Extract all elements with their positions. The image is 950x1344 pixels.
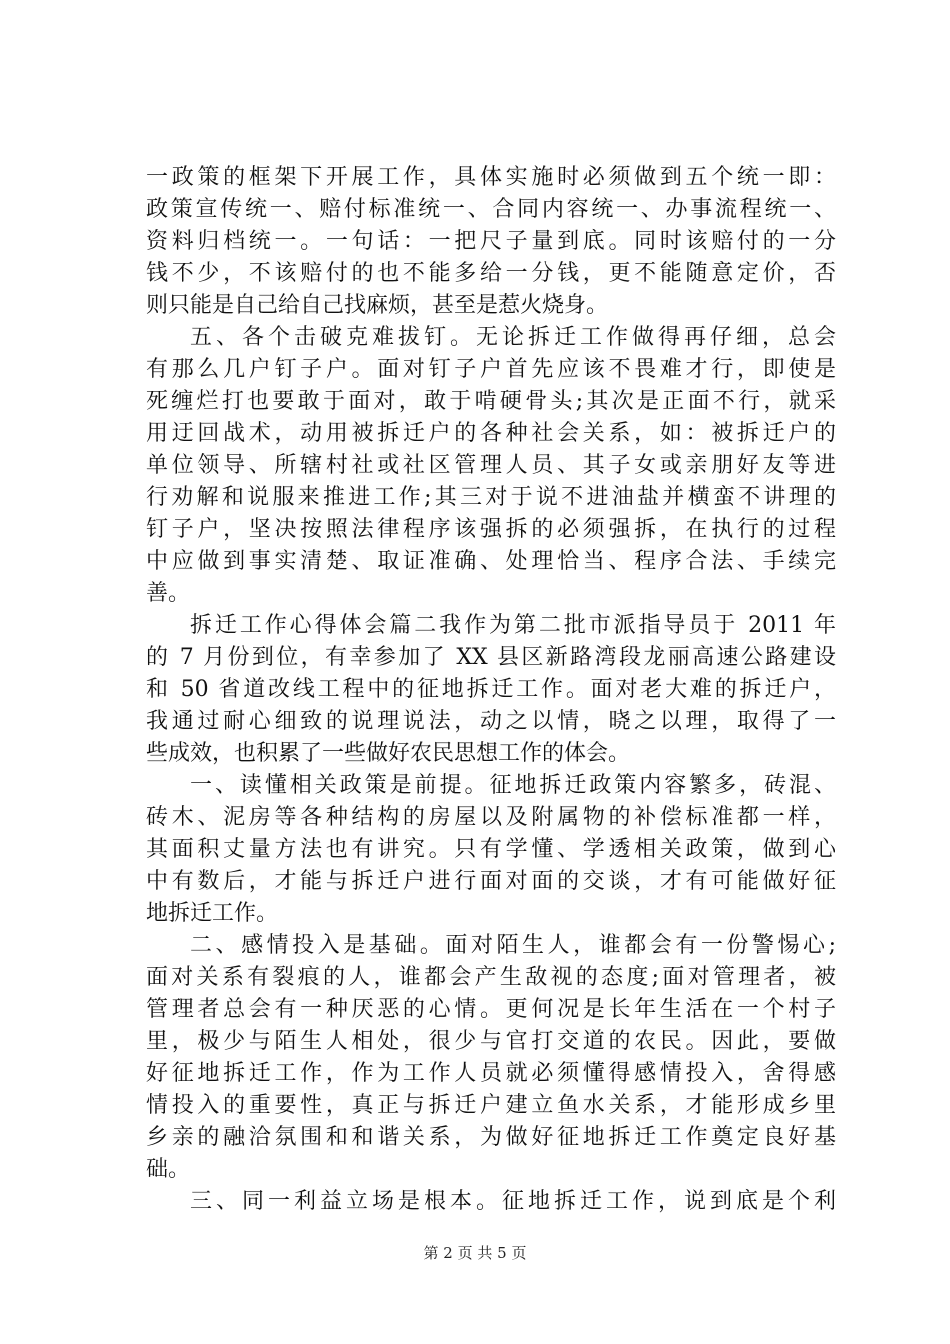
text-line: 管理者总会有一种厌恶的心情。更何况是长年生活在一个村子	[146, 997, 836, 1022]
text-line: 我通过耐心细致的说理说法，动之以情，晓之以理，取得了一	[146, 709, 836, 734]
text-line: 好征地拆迁工作，作为工作人员就必须懂得感情投入，舍得感	[146, 1061, 836, 1086]
text-line: 和 50 省道改线工程中的征地拆迁工作。面对老大难的拆迁户，	[146, 677, 836, 702]
text-line: 里，极少与陌生人相处，很少与官打交道的农民。因此，要做	[146, 1029, 836, 1054]
text-line: 中有数后，才能与拆迁户进行面对面的交谈，才有可能做好征	[146, 869, 836, 894]
text-line: 三、同一利益立场是根本。征地拆迁工作，说到底是个利	[190, 1189, 836, 1214]
text-line: 地拆迁工作。	[146, 901, 279, 926]
text-line: 中应做到事实清楚、取证准确、处理恰当、程序合法、手续完	[146, 549, 836, 574]
text-line: 的 7 月份到位，有幸参加了 XX 县区新路湾段龙丽高速公路建设	[146, 645, 836, 670]
text-line: 政策宣传统一、赔付标准统一、合同内容统一、办事流程统一、	[146, 197, 836, 222]
text-line: 乡亲的融洽氛围和和谐关系，为做好征地拆迁工作奠定良好基	[146, 1125, 836, 1150]
page-number-label: 第 2 页 共 5 页	[423, 1244, 527, 1262]
text-line: 用迂回战术，动用被拆迁户的各种社会关系，如：被拆迁户的	[146, 421, 836, 446]
text-line: 一政策的框架下开展工作，具体实施时必须做到五个统一即：	[146, 165, 836, 190]
text-line: 些成效，也积累了一些做好农民思想工作的体会。	[146, 741, 631, 766]
text-line: 钉子户，坚决按照法律程序该强拆的必须强拆，在执行的过程	[146, 517, 836, 542]
text-line: 砖木、泥房等各种结构的房屋以及附属物的补偿标准都一样，	[146, 805, 836, 830]
text-line: 有那么几户钉子户。面对钉子户首先应该不畏难才行，即使是	[146, 357, 836, 382]
text-line: 拆迁工作心得体会篇二我作为第二批市派指导员于 2011 年	[190, 613, 836, 638]
text-line: 行劝解和说服来推进工作;其三对于说不进油盐并横蛮不讲理的	[146, 485, 836, 510]
text-line: 一、读懂相关政策是前提。征地拆迁政策内容繁多，砖混、	[190, 773, 836, 798]
page-footer	[0, 1243, 950, 1263]
document-body	[146, 162, 836, 1218]
text-line: 五、各个击破克难拔钉。无论拆迁工作做得再仔细，总会	[190, 325, 836, 350]
text-line: 则只能是自己给自己找麻烦，甚至是惹火烧身。	[146, 293, 609, 318]
text-line: 情投入的重要性，真正与拆迁户建立鱼水关系，才能形成乡里	[146, 1093, 836, 1118]
text-line: 二、感情投入是基础。面对陌生人，谁都会有一份警惕心;	[190, 933, 836, 958]
text-line: 善。	[146, 581, 191, 606]
text-line: 资料归档统一。一句话：一把尺子量到底。同时该赔付的一分	[146, 229, 836, 254]
text-line: 死缠烂打也要敢于面对，敢于啃硬骨头;其次是正面不行，就采	[146, 389, 836, 414]
text-line: 面对关系有裂痕的人，谁都会产生敌视的态度;面对管理者，被	[146, 965, 836, 990]
text-line: 单位领导、所辖村社或社区管理人员、其子女或亲朋好友等进	[146, 453, 836, 478]
text-line: 其面积丈量方法也有讲究。只有学懂、学透相关政策，做到心	[146, 837, 836, 862]
text-line: 础。	[146, 1157, 191, 1182]
text-line: 钱不少，不该赔付的也不能多给一分钱，更不能随意定价，否	[146, 261, 836, 286]
